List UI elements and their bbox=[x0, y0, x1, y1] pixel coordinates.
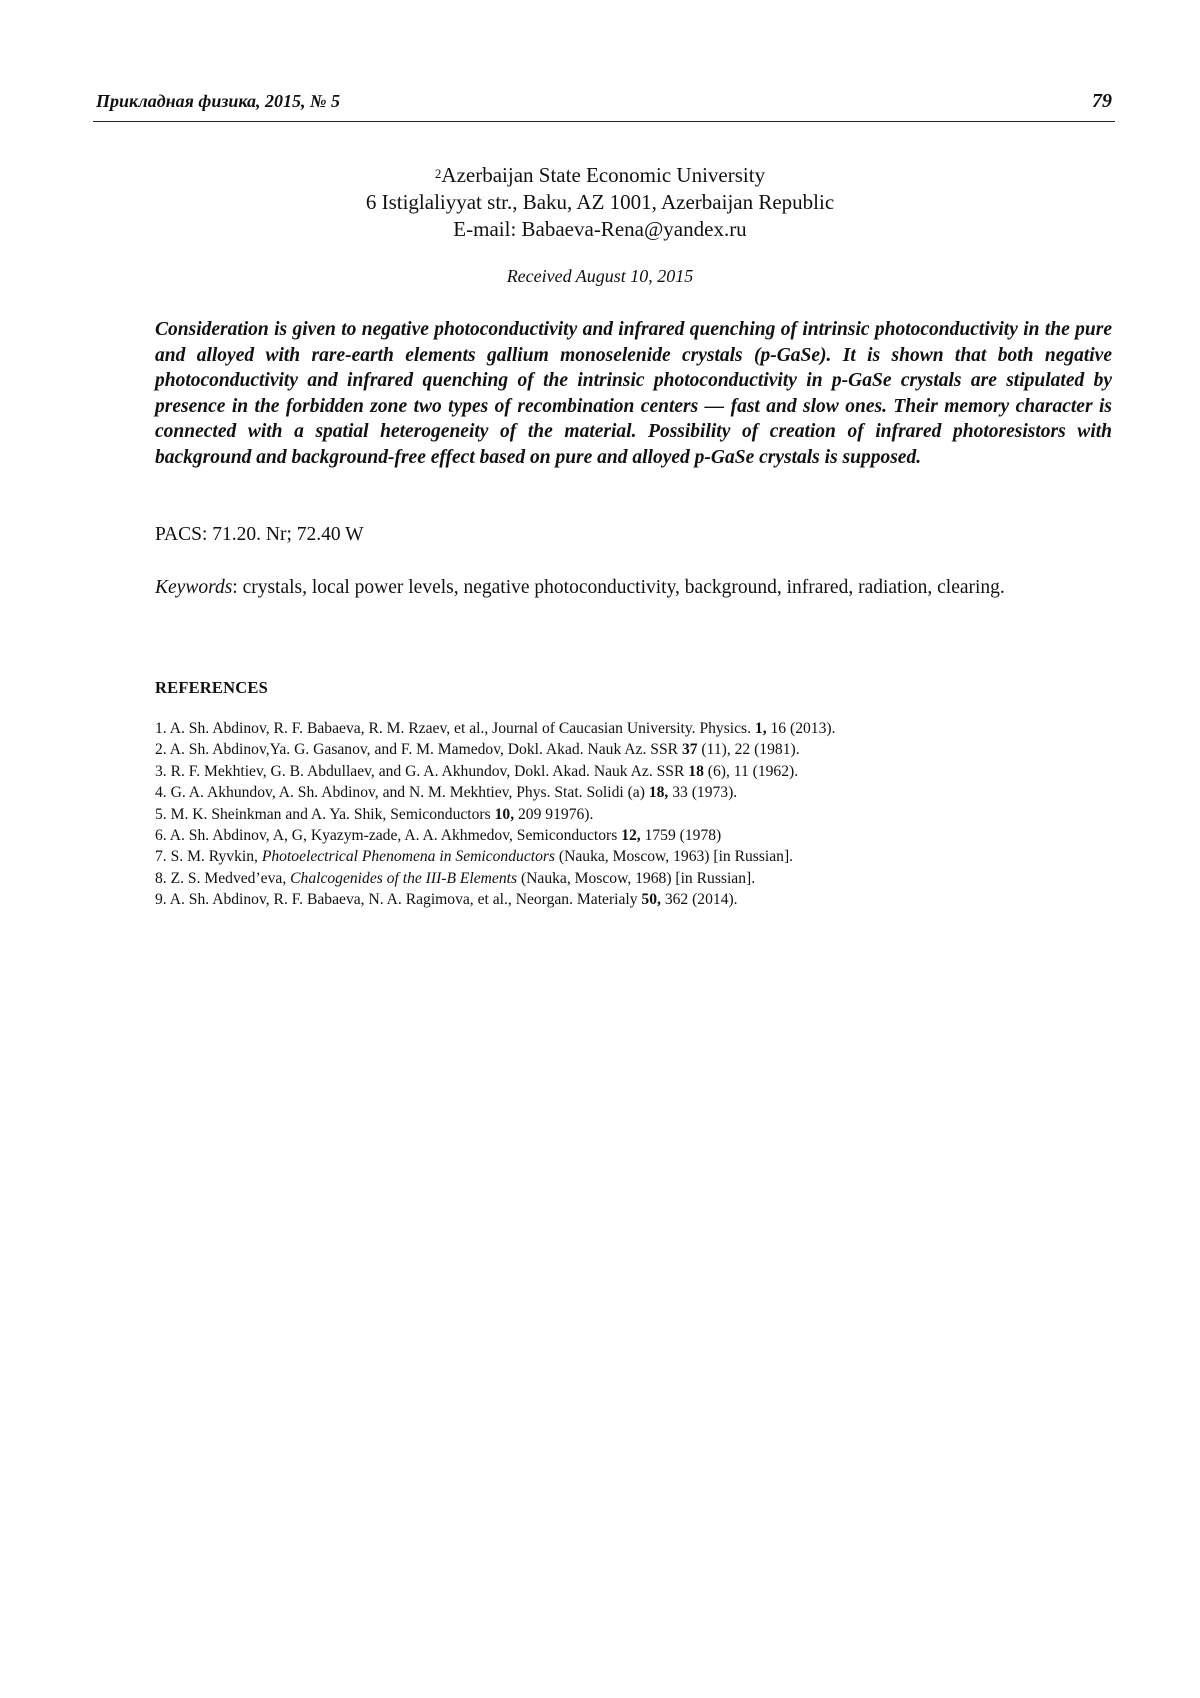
pacs-codes: PACS: 71.20. Nr; 72.40 W bbox=[155, 524, 364, 545]
abstract: Consideration is given to negative photoconductivity and infrared quenching of intrinsic photoconductivity in the pure and alloyed with rare-earth elements gallium monoselenide crystals (p-GaSe). It is shown that both negative photoconductivity and infrared quenching of the intrinsic photoconductivity in p-GaSe crystals are stipulated by presence in the forbidden zone two types of recombination centers — fast and slow ones. Their memory character is connected with a spatial heterogeneity of the material. Possibility of creation of infrared photoresistors with background and background-free effect based on pure and alloyed p-GaSe crystals is supposed. bbox=[155, 319, 1112, 468]
running-head bbox=[96, 90, 1112, 113]
reference-text: 33 (1973). bbox=[668, 784, 738, 802]
references-list bbox=[155, 718, 1115, 911]
header-rule bbox=[93, 121, 1115, 122]
page-number: 79 bbox=[1092, 90, 1112, 112]
reference-text: 18, bbox=[648, 784, 669, 802]
reference-text: 50, bbox=[641, 891, 661, 909]
reference-text: 5. M. K. Sheinkman and A. Ya. Shik, Semiconductors bbox=[155, 805, 495, 823]
reference-text: (Nauka, Moscow, 1968) [in Russian]. bbox=[517, 869, 756, 887]
reference-text: 362 (2014). bbox=[660, 891, 738, 909]
reference-text: (6), 11 (1962). bbox=[703, 762, 799, 780]
reference-text: 8. Z. S. Medved’eva, bbox=[155, 869, 291, 887]
reference-text: 1759 (1978) bbox=[640, 827, 722, 845]
reference-text: 10, bbox=[494, 805, 515, 823]
reference-item bbox=[155, 739, 1115, 760]
reference-text: 16 (2013). bbox=[766, 720, 836, 737]
reference-item bbox=[155, 889, 1115, 910]
reference-text: 2. A. Sh. Abdinov,Ya. G. Gasanov, and F. M. Mamedov, Dokl. Akad. Nauk Az. SSR bbox=[155, 741, 682, 759]
reference-text: 4. G. A. Akhundov, A. Sh. Abdinov, and N. M. Mekhtiev, Phys. Stat. Solidi (a) bbox=[155, 784, 649, 802]
reference-item bbox=[155, 825, 1115, 846]
institution-name: Azerbaijan State Economic University bbox=[441, 163, 766, 187]
reference-text: 1. A. Sh. Abdinov, R. F. Babaeva, R. M. Rzaev, et al., Journal of Caucasian University. Physics. bbox=[155, 720, 755, 737]
reference-text: 209 91976). bbox=[514, 805, 594, 823]
reference-item bbox=[155, 718, 1115, 739]
affiliation-address: 6 Istiglaliyyat str., Baku, AZ 1001, Azerbaijan Republic bbox=[365, 190, 835, 214]
reference-item bbox=[155, 761, 1115, 782]
reference-text: 1, bbox=[754, 720, 767, 737]
keywords-text: : crystals, local power levels, negative photoconductivity, background, infrared, radiation, clearing. bbox=[232, 577, 1005, 598]
reference-item bbox=[155, 804, 1115, 825]
reference-text: 9. A. Sh. Abdinov, R. F. Babaeva, N. A. Ragimova, et al., Neorgan. Materialy bbox=[155, 891, 642, 909]
reference-text: 37 bbox=[681, 741, 698, 759]
reference-text: (11), 22 (1981). bbox=[697, 741, 800, 759]
affiliation-email: E-mail: Babaeva-Rena@yandex.ru bbox=[453, 217, 747, 241]
journal-title: Прикладная физика, 2015, № 5 bbox=[96, 91, 341, 111]
reference-item bbox=[155, 782, 1115, 803]
received-date: Received August 10, 2015 bbox=[506, 266, 694, 286]
reference-text: 6. A. Sh. Abdinov, A, G, Kyazym-zade, A. A. Akhmedov, Semiconductors bbox=[155, 827, 622, 845]
reference-item bbox=[155, 868, 1115, 889]
keywords bbox=[155, 575, 1112, 600]
reference-text: 18 bbox=[688, 762, 704, 780]
reference-text: 7. S. M. Ryvkin, bbox=[155, 848, 262, 866]
reference-item bbox=[155, 846, 1115, 867]
affiliation-block bbox=[0, 162, 1200, 243]
affiliation-superscript: 2 bbox=[434, 166, 442, 181]
keywords-label: Keywords bbox=[155, 577, 233, 598]
reference-text: Chalcogenides of the III-B Elements bbox=[290, 869, 518, 887]
reference-text: 12, bbox=[621, 827, 641, 845]
reference-text: (Nauka, Moscow, 1963) [in Russian]. bbox=[555, 848, 794, 866]
affiliation-institution bbox=[0, 162, 1200, 189]
reference-text: 3. R. F. Mekhtiev, G. B. Abdullaev, and G. A. Akhundov, Dokl. Akad. Nauk Az. SSR bbox=[155, 762, 689, 780]
reference-text: Photoelectrical Phenomena in Semiconductors bbox=[261, 848, 556, 866]
references-title: REFERENCES bbox=[155, 678, 268, 697]
